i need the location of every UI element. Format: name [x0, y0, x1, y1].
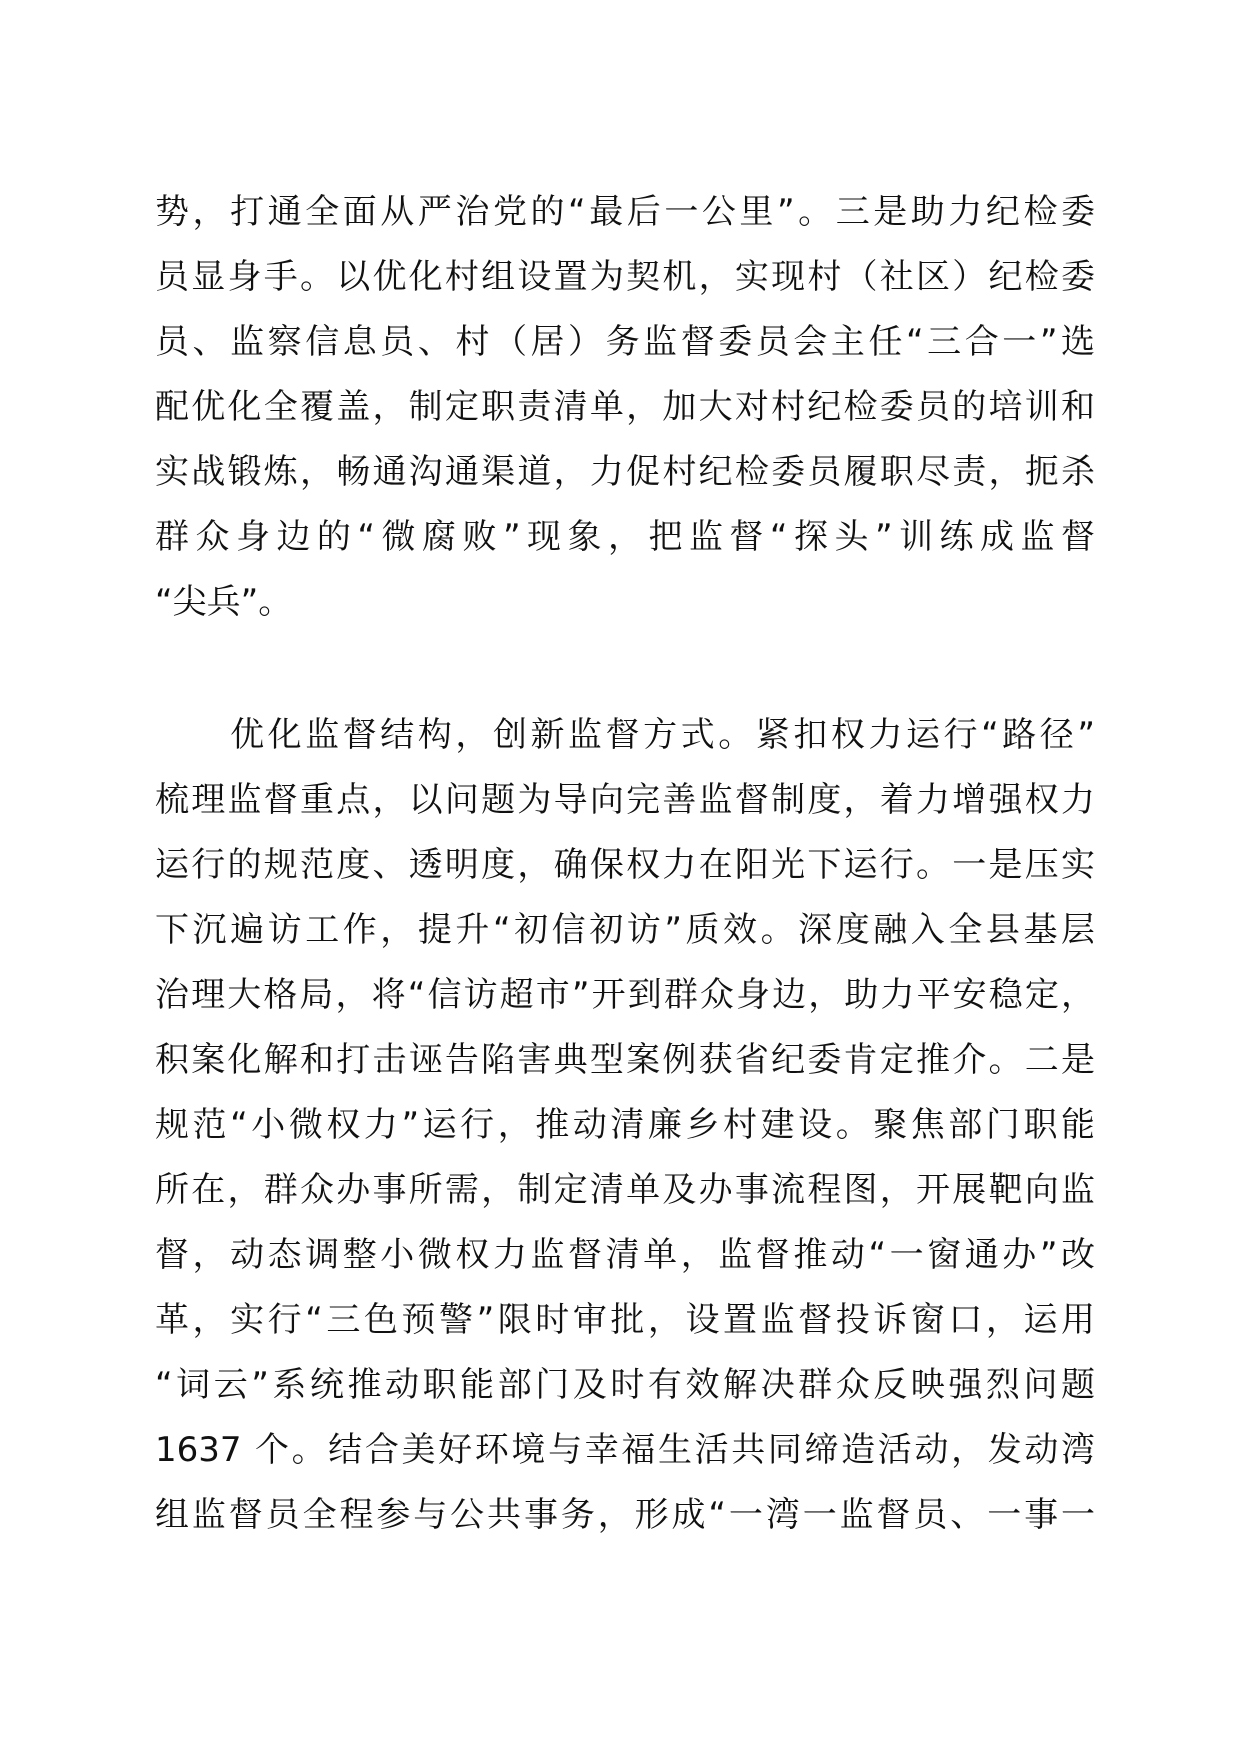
text-line: 群众身边的“微腐败”现象，把监督“探头”训练成监督 [155, 517, 1095, 557]
text-line: 组监督员全程参与公共事务，形成“一湾一监督员、一事一 [155, 1495, 1095, 1535]
text-line: 所在，群众办事所需，制定清单及办事流程图，开展靶向监 [155, 1170, 1095, 1210]
text-line: 员显身手。以优化村组设置为契机，实现村（社区）纪检委 [155, 257, 1095, 297]
text-line: 规范“小微权力”运行，推动清廉乡村建设。聚焦部门职能 [155, 1105, 1095, 1145]
text-line: 积案化解和打击诬告陷害典型案例获省纪委肯定推介。二是 [155, 1040, 1095, 1080]
text-line: 督，动态调整小微权力监督清单，监督推动“一窗通办”改 [155, 1235, 1095, 1275]
text-line: 梳理监督重点，以问题为导向完善监督制度，着力增强权力 [155, 780, 1095, 820]
text-line: “尖兵”。 [155, 582, 293, 622]
text-line: 下沉遍访工作，提升“初信初访”质效。深度融入全县基层 [155, 910, 1095, 950]
text-line: 优化监督结构，创新监督方式。紧扣权力运行“路径” [155, 715, 1095, 755]
text-line: 势，打通全面从严治党的“最后一公里”。三是助力纪检委 [155, 192, 1095, 232]
paragraph-2 [155, 703, 1095, 1548]
text-line: 治理大格局，将“信访超市”开到群众身边，助力平安稳定， [155, 975, 1095, 1015]
text-line: 革，实行“三色预警”限时审批，设置监督投诉窗口，运用 [155, 1300, 1095, 1340]
text-line: 1637 个。结合美好环境与幸福生活共同缔造活动，发动湾 [155, 1430, 1095, 1470]
text-line: 实战锻炼，畅通沟通渠道，力促村纪检委员履职尽责，扼杀 [155, 452, 1095, 492]
text-line: 运行的规范度、透明度，确保权力在阳光下运行。一是压实 [155, 845, 1095, 885]
text-line: “词云”系统推动职能部门及时有效解决群众反映强烈问题 [155, 1365, 1095, 1405]
text-line: 员、监察信息员、村（居）务监督委员会主任“三合一”选 [155, 322, 1095, 362]
text-line: 配优化全覆盖，制定职责清单，加大对村纪检委员的培训和 [155, 387, 1095, 427]
paragraph-1 [155, 180, 1095, 635]
